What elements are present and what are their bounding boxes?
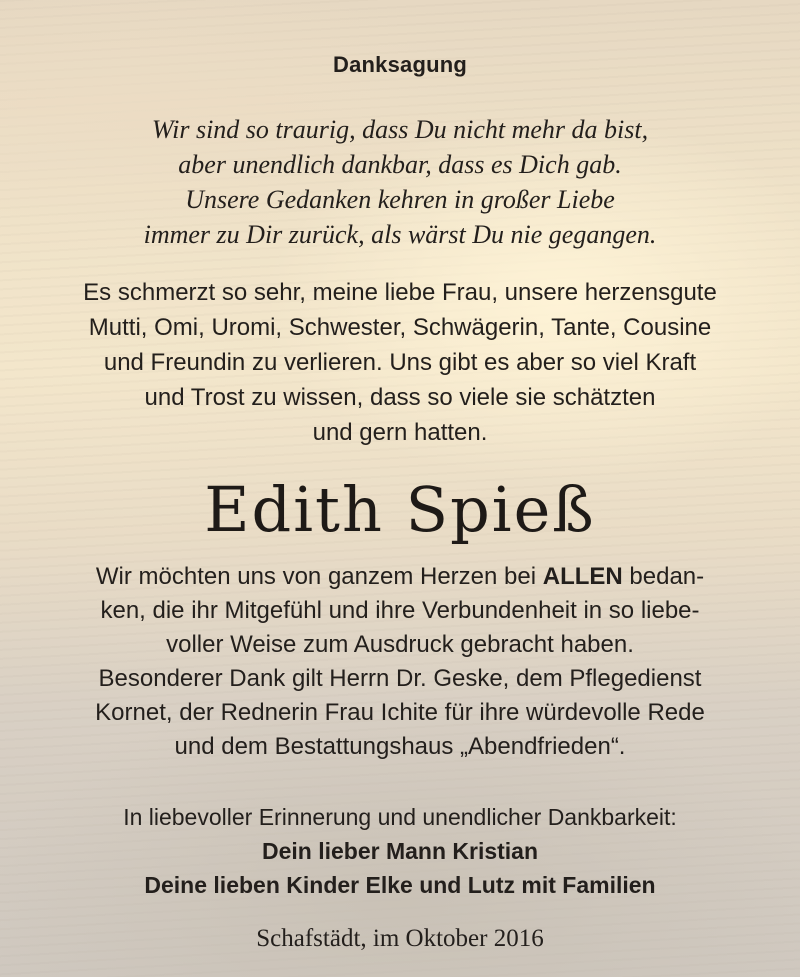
place-date: Schafstädt, im Oktober 2016 xyxy=(256,925,544,952)
paragraph-line: voller Weise zum Ausdruck gebracht haben. xyxy=(166,631,634,658)
signature-line: Dein lieber Mann Kristian xyxy=(261,838,539,864)
paragraph-line: und Trost zu wissen, dass so viele sie schätzten xyxy=(144,384,656,411)
paragraph-line: Es schmerzt so sehr, meine liebe Frau, unsere herzensgute xyxy=(83,279,717,306)
paragraph-line: Besonderer Dank gilt Herrn Dr. Geske, dem Pflegedienst xyxy=(98,665,702,692)
poem-line: immer zu Dir zurück, als wärst Du nie gegangen. xyxy=(143,220,657,249)
poem-line: Wir sind so traurig, dass Du nicht mehr da bist, xyxy=(151,115,649,144)
paragraph-line xyxy=(0,560,800,594)
intro-paragraph xyxy=(0,275,800,450)
paragraph-line: und dem Bestattungshaus „Abendfrieden“. xyxy=(174,733,626,760)
paragraph-line: Kornet, der Rednerin Frau Ichite für ihre würdevolle Rede xyxy=(95,699,705,726)
closing-intro: In liebevoller Erinnerung und unendlicher Dankbarkeit: xyxy=(123,804,677,830)
poem-verse xyxy=(0,112,800,252)
line-text: bedan- xyxy=(622,563,705,590)
deceased-name: Edith Spieß xyxy=(204,473,596,546)
paragraph-line: Mutti, Omi, Uromi, Schwester, Schwägerin, Tante, Cousine xyxy=(88,314,712,341)
poem-line: Unsere Gedanken kehren in großer Liebe xyxy=(185,185,615,214)
poem-line: aber unendlich dankbar, dass es Dich gab. xyxy=(178,150,622,179)
paragraph-line: und Freundin zu verlieren. Uns gibt es aber so viel Kraft xyxy=(103,349,697,376)
thanks-paragraph xyxy=(0,560,800,764)
line-text: Wir möchten uns von ganzem Herzen bei xyxy=(95,563,543,590)
paragraph-line: und gern hatten. xyxy=(312,419,488,446)
signature-line: Deine lieben Kinder Elke und Lutz mit Familien xyxy=(144,872,656,898)
notice-heading: Danksagung xyxy=(332,52,468,77)
closing-block xyxy=(0,800,800,902)
emphasis-text: ALLEN xyxy=(542,563,623,590)
paragraph-line: ken, die ihr Mitgefühl und ihre Verbundenheit in so liebe- xyxy=(100,597,700,624)
